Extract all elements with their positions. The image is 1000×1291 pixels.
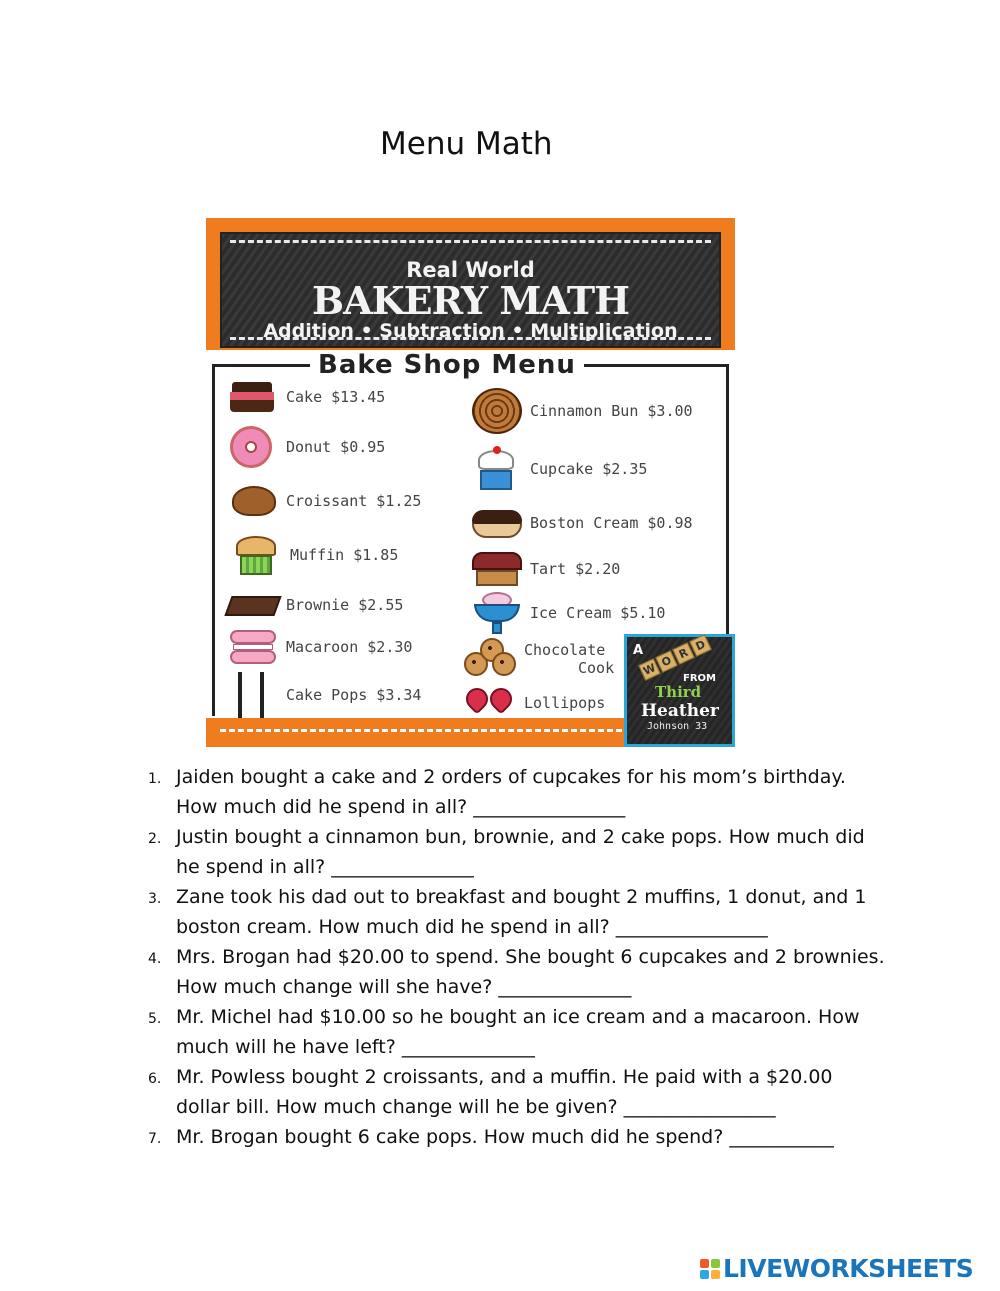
badge-tile: O <box>655 650 678 673</box>
badge-third: Third <box>655 683 702 701</box>
cupcake-icon <box>470 446 522 492</box>
tart-icon <box>470 546 522 592</box>
menu-item-tart <box>470 546 620 592</box>
brownie-icon <box>226 582 278 628</box>
menu-item-label: Cupcake $2.35 <box>530 460 648 478</box>
menu-item-cookie <box>464 636 614 682</box>
menu-item-croissant <box>226 478 421 524</box>
croissant-icon <box>226 478 278 524</box>
badge-tile: W <box>638 658 661 681</box>
logo-square <box>700 1259 709 1268</box>
question-item <box>148 1062 888 1122</box>
macaroon-icon <box>226 624 278 670</box>
menu-item-label: Muffin $1.85 <box>290 546 399 564</box>
cinnamon-bun-icon <box>470 388 522 434</box>
question-text: Justin bought a cinnamon bun, brownie, and 2 cake pops. How much did he spend in all? _______________ <box>176 826 865 878</box>
menu-item-cinnamon-bun <box>470 388 693 434</box>
bakery-menu-image <box>206 218 735 747</box>
logo-square <box>711 1270 720 1279</box>
menu-item-label: Cinnamon Bun $3.00 <box>530 402 693 420</box>
menu-item-label-2: Cook <box>578 659 615 677</box>
menu-item-label: Macaroon $2.30 <box>286 638 413 656</box>
menu-item-boston-cream <box>470 500 693 546</box>
banner-subtitle: Real World <box>406 258 535 282</box>
question-item <box>148 822 888 882</box>
menu-item-label: Lollipops <box>524 694 606 712</box>
badge-tile: R <box>672 642 695 665</box>
liveworksheets-logo[interactable] <box>700 1254 973 1283</box>
menu-item-label: Tart $2.20 <box>530 560 621 578</box>
question-number: 5. <box>148 1011 162 1027</box>
muffin-icon <box>230 532 282 578</box>
badge-name: Heather <box>641 701 719 721</box>
menu-item-cupcake <box>470 446 647 492</box>
question-text: Jaiden bought a cake and 2 orders of cupcakes for his mom’s birthday. How much did he spend in all? ________________ <box>176 766 846 818</box>
question-text: Mr. Powless bought 2 croissants, and a muffin. He paid with a $20.00 dollar bill. How much change will he be given? ________________ <box>176 1066 833 1118</box>
menu-item-macaroon <box>226 624 412 670</box>
menu-item-label: Donut $0.95 <box>286 438 386 456</box>
question-item <box>148 882 888 942</box>
cake-pops-icon <box>226 672 278 718</box>
author-badge <box>624 634 735 747</box>
question-number: 4. <box>148 951 162 967</box>
menu-item-brownie <box>226 582 403 628</box>
question-number: 7. <box>148 1131 162 1147</box>
menu-item-cake-pops <box>226 672 421 718</box>
badge-sub: Johnson 33 <box>647 721 708 732</box>
logo-square <box>711 1259 720 1268</box>
menu-item-ice-cream <box>470 590 665 636</box>
menu-item-donut <box>226 424 385 470</box>
banner-operations: Addition • Subtraction • Multiplication <box>263 320 678 342</box>
menu-title: Bake Shop Menu <box>310 350 584 380</box>
menu-item-cake <box>226 374 385 420</box>
ice-cream-icon <box>470 590 522 636</box>
cookie-icon <box>464 636 516 682</box>
logo-square <box>700 1270 709 1279</box>
cake-icon <box>226 374 278 420</box>
question-list <box>148 762 888 1152</box>
question-number: 2. <box>148 831 162 847</box>
liveworksheets-logo-icon <box>700 1259 720 1279</box>
question-text: Mrs. Brogan had $20.00 to spend. She bought 6 cupcakes and 2 brownies. How much change will she have? ______________ <box>176 946 885 998</box>
boston-cream-icon <box>470 500 522 546</box>
menu-item-label: Cake $13.45 <box>286 388 386 406</box>
question-number: 3. <box>148 891 162 907</box>
question-item <box>148 762 888 822</box>
menu-item-label: Ice Cream $5.10 <box>530 604 666 622</box>
menu-item-muffin <box>230 532 398 578</box>
badge-from: FROM <box>683 673 716 684</box>
menu-item-label: Croissant $1.25 <box>286 492 422 510</box>
badge-tile: D <box>689 634 712 657</box>
banner-title: BAKERY MATH <box>311 278 629 323</box>
menu-item-label: Cake Pops $3.34 <box>286 686 422 704</box>
question-number: 1. <box>148 771 162 787</box>
menu-item-label: Chocolate <box>524 641 606 659</box>
question-text: Mr. Michel had $10.00 so he bought an ice cream and a macaroon. How much will he have left? ______________ <box>176 1006 860 1058</box>
question-text: Mr. Brogan bought 6 cake pops. How much did he spend? ___________ <box>176 1126 834 1148</box>
logo-text: LIVEWORKSHEETS <box>723 1254 974 1283</box>
question-item <box>148 942 888 1002</box>
question-number: 6. <box>148 1071 162 1087</box>
badge-letter-a: A <box>633 643 644 658</box>
question-item <box>148 1002 888 1062</box>
question-text: Zane took his dad out to breakfast and bought 2 muffins, 1 donut, and 1 boston cream. How much did he spend in all? ________________ <box>176 886 867 938</box>
menu-item-label: Boston Cream $0.98 <box>530 514 693 532</box>
page-title: Menu Math <box>380 126 553 162</box>
menu-item-label: Brownie $2.55 <box>286 596 404 614</box>
donut-icon <box>226 424 278 470</box>
banner <box>220 232 721 348</box>
question-item <box>148 1122 888 1152</box>
